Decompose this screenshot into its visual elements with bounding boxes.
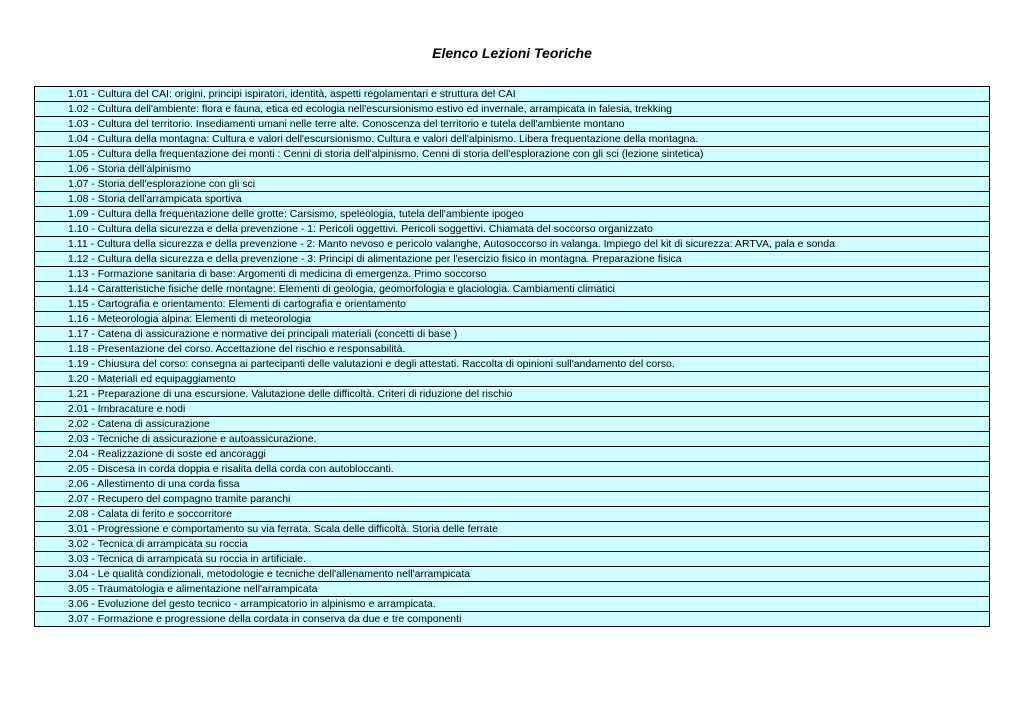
table-row — [35, 132, 990, 147]
lesson-cell: 1.17 - Catena di assicurazione e normative dei principali materiali (concetti di base ) — [35, 327, 990, 342]
table-row — [35, 357, 990, 372]
table-row — [35, 492, 990, 507]
lesson-cell: 1.12 - Cultura della sicurezza e della prevenzione - 3: Principi di alimentazione per l'esercizio fisico in montagna. Preparazione fisica — [35, 252, 990, 267]
lesson-cell: 2.08 - Calata di ferito e soccorritore — [35, 507, 990, 522]
table-row — [35, 447, 990, 462]
table-row — [35, 87, 990, 102]
lesson-cell: 3.05 - Traumatologia e alimentazione nell'arrampicata — [35, 582, 990, 597]
table-row — [35, 297, 990, 312]
table-row — [35, 522, 990, 537]
table-row — [35, 327, 990, 342]
lesson-cell: 3.01 - Progressione e comportamento su via ferrata. Scala delle difficoltà. Storia delle ferrate — [35, 522, 990, 537]
table-row — [35, 432, 990, 447]
lessons-table — [34, 86, 990, 627]
table-row — [35, 402, 990, 417]
lesson-cell: 1.02 - Cultura dell'ambiente: flora e fauna, etica ed ecologia nell'escursionismo estivo ed invernale, arrampicata in falesia, trekking — [35, 102, 990, 117]
table-row — [35, 462, 990, 477]
lesson-cell: 1.08 - Storia dell'arrampicata sportiva — [35, 192, 990, 207]
lesson-cell: 1.18 - Presentazione del corso. Accettazione del rischio e responsabilità. — [35, 342, 990, 357]
lesson-cell: 1.13 - Formazione sanitaria di base: Argomenti di medicina di emergenza. Primo soccorso — [35, 267, 990, 282]
table-row — [35, 282, 990, 297]
table-row — [35, 267, 990, 282]
lesson-cell: 3.03 - Tecnica di arrampicata su roccia in artificiale. — [35, 552, 990, 567]
table-row — [35, 387, 990, 402]
table-row — [35, 597, 990, 612]
lesson-cell: 2.06 - Allestimento di una corda fissa — [35, 477, 990, 492]
lesson-cell: 1.03 - Cultura del territorio. Insediamenti umani nelle terre alte. Conoscenza del territorio e tutela dell'ambiente montano — [35, 117, 990, 132]
table-row — [35, 612, 990, 627]
table-row — [35, 567, 990, 582]
lesson-cell: 1.10 - Cultura della sicurezza e della prevenzione - 1: Pericoli oggettivi. Pericoli soggettivi. Chiamata del soccorso organizzato — [35, 222, 990, 237]
table-row — [35, 102, 990, 117]
lesson-cell: 1.14 - Caratteristiche fisiche delle montagne: Elementi di geologia, geomorfologia e glaciologia. Cambiamenti climatici — [35, 282, 990, 297]
lesson-cell: 1.19 - Chiusura del corso: consegna ai partecipanti delle valutazioni e degli attestati. Raccolta di opinioni sull'andamento del corso. — [35, 357, 990, 372]
lesson-cell: 2.07 - Recupero del compagno tramite paranchi — [35, 492, 990, 507]
lesson-cell: 3.07 - Formazione e progressione della cordata in conserva da due e tre componenti — [35, 612, 990, 627]
table-row — [35, 552, 990, 567]
lesson-cell: 1.01 - Cultura del CAI: origini, principi ispiratori, identità, aspetti regolamentari e struttura del CAI — [35, 87, 990, 102]
lesson-cell: 2.01 - Imbracature e nodi — [35, 402, 990, 417]
table-row — [35, 477, 990, 492]
table-row — [35, 537, 990, 552]
table-row — [35, 252, 990, 267]
table-row — [35, 237, 990, 252]
table-row — [35, 507, 990, 522]
lesson-cell: 1.05 - Cultura della frequentazione dei monti : Cenni di storia dell'alpinismo. Cenni di storia dell'esplorazione con gli sci (lezione sintetica) — [35, 147, 990, 162]
lessons-table-body — [35, 87, 990, 627]
lesson-cell: 3.06 - Evoluzione del gesto tecnico - arrampicatorio in alpinismo e arrampicata. — [35, 597, 990, 612]
table-row — [35, 162, 990, 177]
lesson-cell: 2.05 - Discesa in corda doppia e risalita della corda con autobloccanti. — [35, 462, 990, 477]
lesson-cell: 1.09 - Cultura della frequentazione delle grotte: Carsismo, speleologia, tutela dell'ambiente ipogeo — [35, 207, 990, 222]
lesson-cell: 1.11 - Cultura della sicurezza e della prevenzione - 2: Manto nevoso e pericolo valanghe, Autosoccorso in valanga. Impiego del kit di sicurezza: ARTVA, pala e sonda — [35, 237, 990, 252]
page-title: Elenco Lezioni Teoriche — [432, 45, 592, 61]
table-row — [35, 177, 990, 192]
lesson-cell: 2.04 - Realizzazione di soste ed ancoraggi — [35, 447, 990, 462]
lesson-cell: 3.02 - Tecnica di arrampicata su roccia — [35, 537, 990, 552]
table-row — [35, 417, 990, 432]
lesson-cell: 1.16 - Meteorologia alpina: Elementi di meteorologia — [35, 312, 990, 327]
table-row — [35, 342, 990, 357]
table-row — [35, 117, 990, 132]
lesson-cell: 2.03 - Tecniche di assicurazione e autoassicurazione. — [35, 432, 990, 447]
table-row — [35, 207, 990, 222]
table-row — [35, 147, 990, 162]
lesson-cell: 1.21 - Preparazione di una escursione. Valutazione delle difficoltà. Criteri di riduzione del rischio — [35, 387, 990, 402]
lesson-cell: 3.04 - Le qualità condizionali, metodologie e tecniche dell'allenamento nell'arrampicata — [35, 567, 990, 582]
lesson-cell: 1.07 - Storia dell'esplorazione con gli sci — [35, 177, 990, 192]
lesson-cell: 1.04 - Cultura della montagna: Cultura e valori dell'escursionismo. Cultura e valori dell'alpinismo. Libera frequentazione della montagna. — [35, 132, 990, 147]
table-row — [35, 372, 990, 387]
lesson-cell: 1.06 - Storia dell'alpinismo — [35, 162, 990, 177]
table-row — [35, 312, 990, 327]
lesson-cell: 2.02 - Catena di assicurazione — [35, 417, 990, 432]
table-row — [35, 192, 990, 207]
lesson-cell: 1.15 - Cartografia e orientamento: Elementi di cartografia e orientamento — [35, 297, 990, 312]
lesson-cell: 1.20 - Materiali ed equipaggiamento — [35, 372, 990, 387]
table-row — [35, 582, 990, 597]
table-row — [35, 222, 990, 237]
